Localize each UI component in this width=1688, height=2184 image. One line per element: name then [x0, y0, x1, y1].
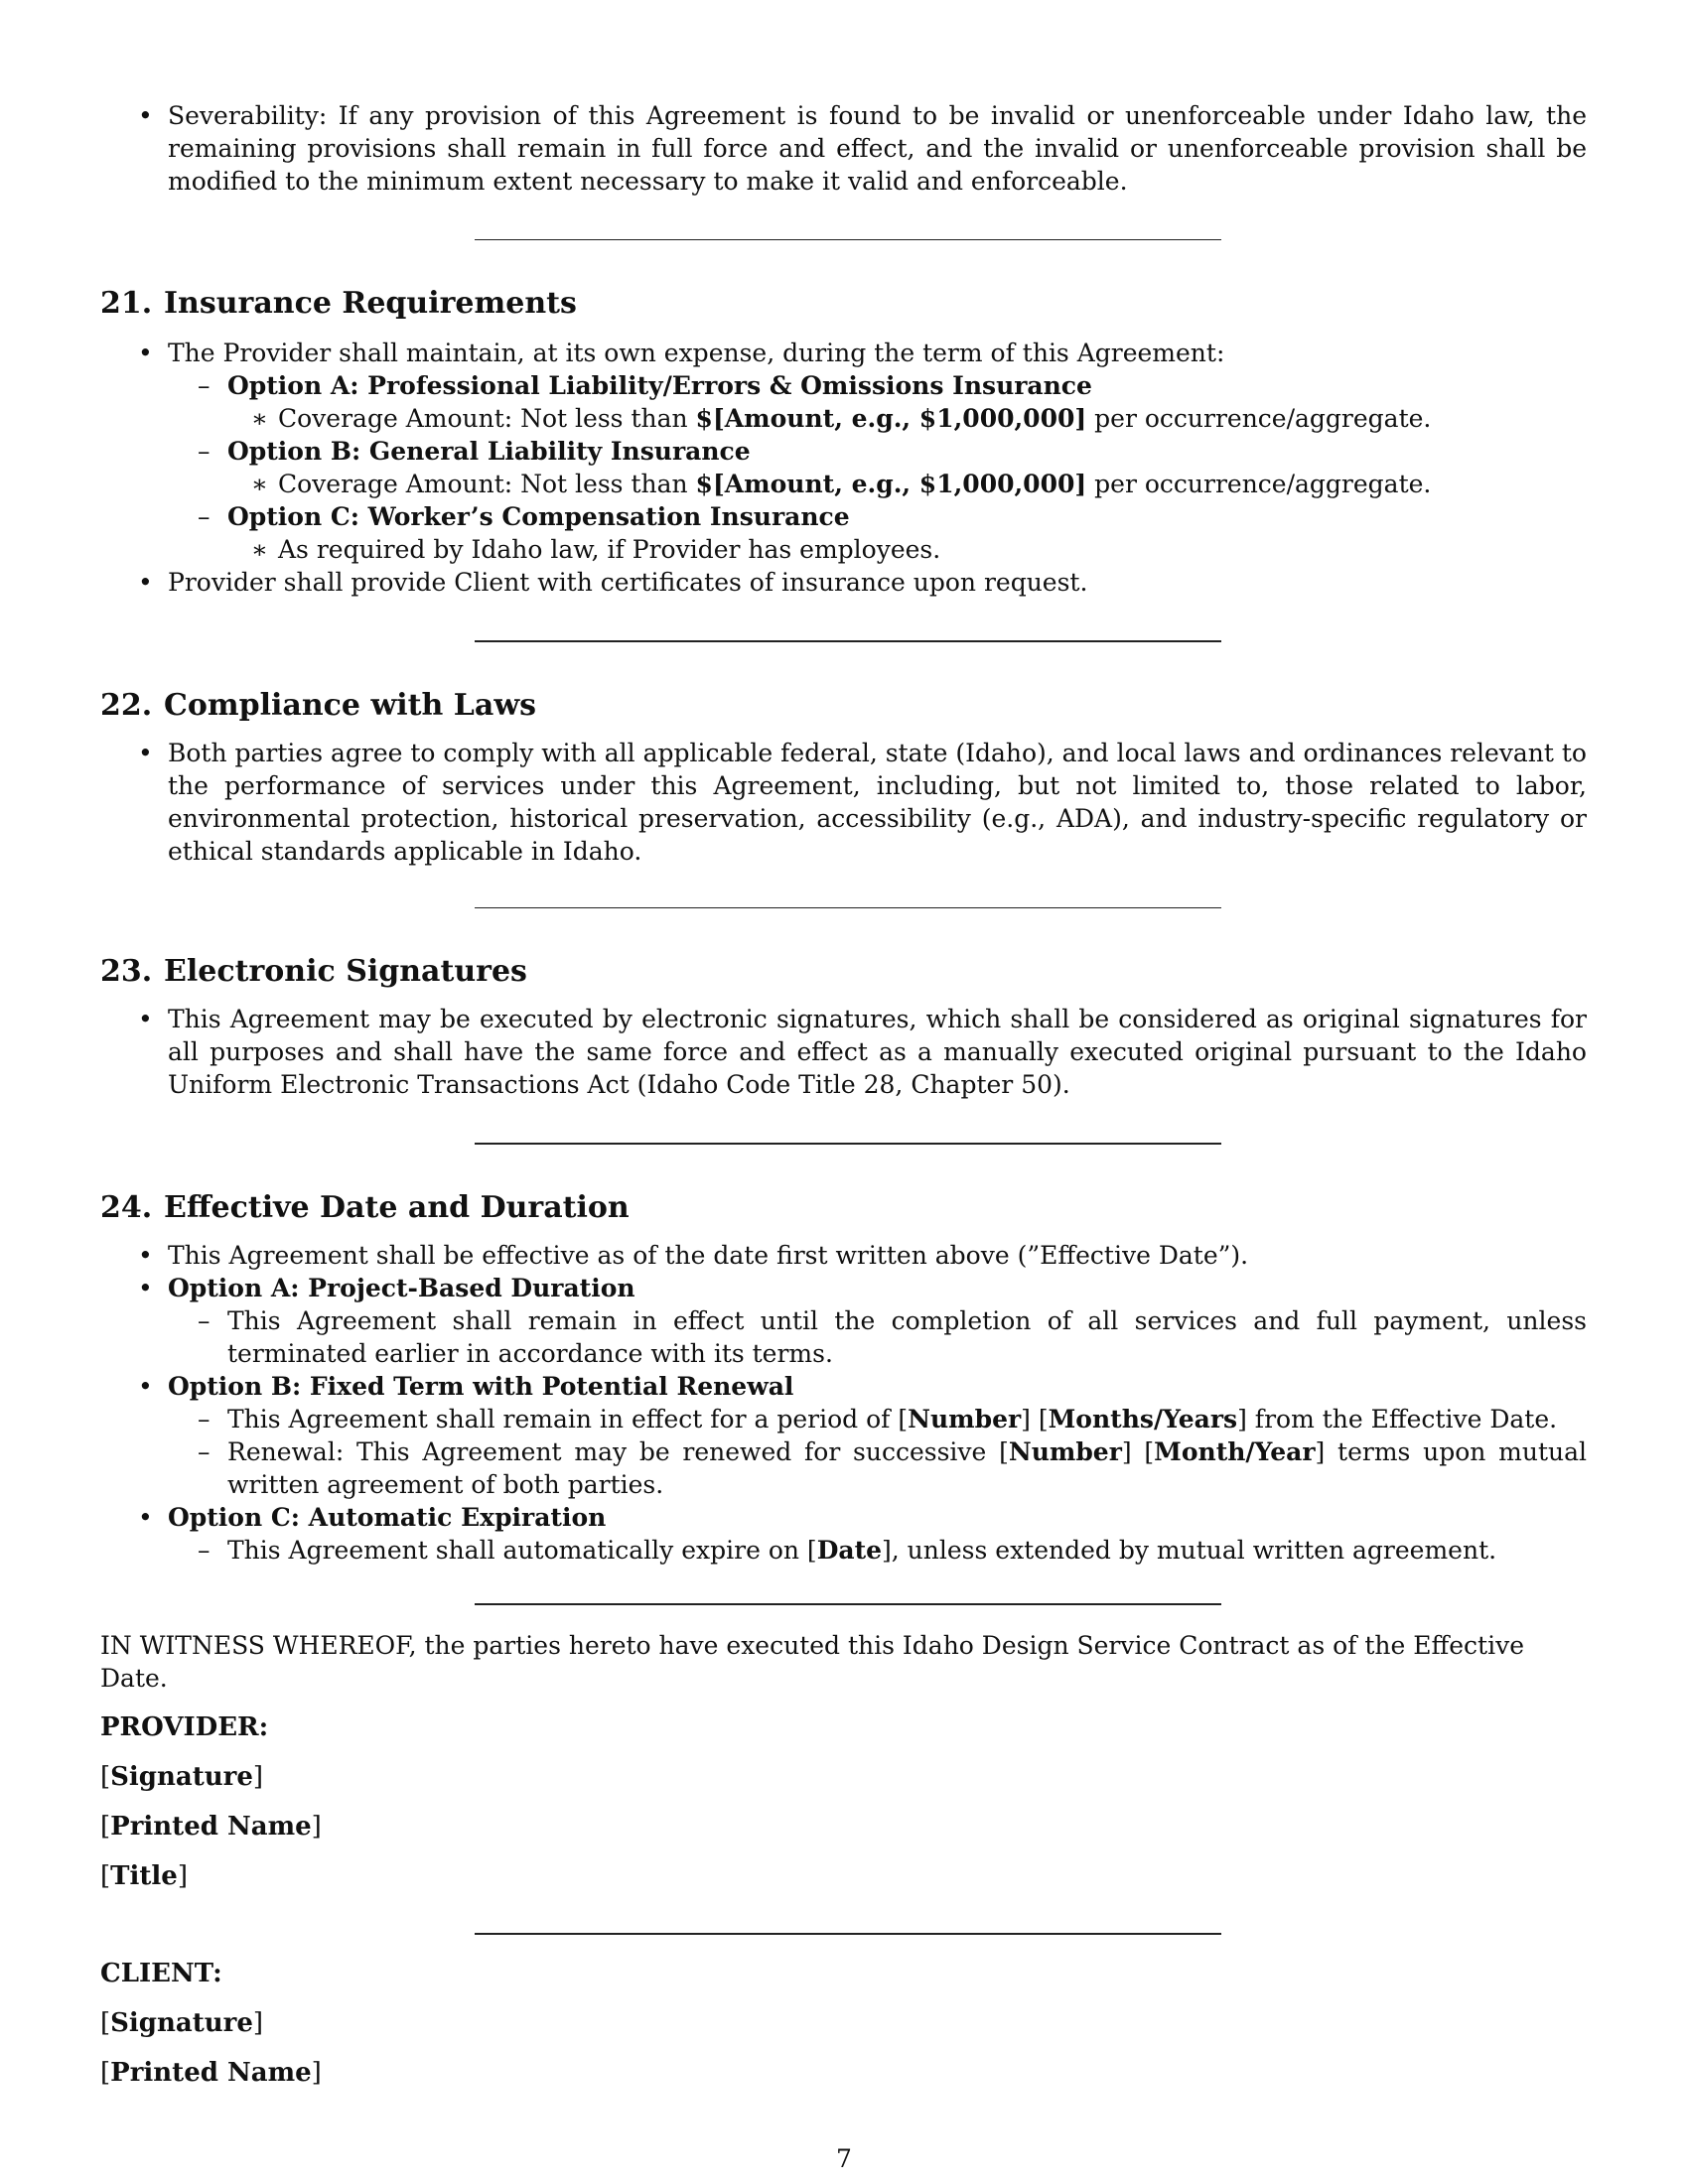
- insurance-option-a-coverage: ∗ Coverage Amount: Not less than $[Amount, e.g., $1,000,000] per occurrence/aggregate.: [227, 402, 1587, 435]
- section-21-list: [100, 337, 1587, 599]
- provider-title-placeholder: [Title]: [100, 1861, 188, 1891]
- severability-list: [100, 99, 1587, 198]
- client-signature-placeholder: [Signature]: [100, 2008, 264, 2038]
- duration-option-a: • Option A: Project-Based Duration – This Agreement shall remain in effect until the completion of all services and full payment, unless terminated earlier in accordance with its terms.: [100, 1272, 1587, 1370]
- duration-option-a-text: – This Agreement shall remain in effect until the completion of all services and full payment, unless terminated earlier in accordance with its terms.: [168, 1304, 1587, 1370]
- section-22-heading: 22. Compliance with Laws: [100, 688, 537, 723]
- insurance-intro: • The Provider shall maintain, at its own expense, during the term of this Agreement: – Option A: Professional Liability/Errors & Omissions Insurance ∗ Coverage Amount: Not less than $[Amount, e.g., $1,000,000] per occurrence/aggregate. – Option B: General Liability Insurance ∗ Coverage Amount: Not less than $[Amount, e.g., $1,000,000] per occurrence/aggregate. – Option C: Worker’s Compensation Insurance ∗ As required by Idaho law, if Provider has employees.: [100, 337, 1587, 566]
- compliance-clause: • Both parties agree to comply with all applicable federal, state (Idaho), and local laws and ordinances relevant to the performance of services under this Agreement, including, but not limited to, those related to labor, environmental protection, historical preservation, accessibility (e.g., ADA), and industry-specific regulatory or ethical standards applicable in Idaho.: [100, 737, 1587, 868]
- duration-option-b-renewal: – Renewal: This Agreement may be renewed for successive [Number] [Month/Year] terms upon mutual written agreement of both parties.: [168, 1435, 1587, 1501]
- section-21-heading: 21. Insurance Requirements: [100, 286, 577, 321]
- insurance-option-c-text: ∗ As required by Idaho law, if Provider has employees.: [227, 533, 1587, 566]
- electronic-signatures-clause: • This Agreement may be executed by electronic signatures, which shall be considered as original signatures for all purposes and shall have the same force and effect as a manually executed original pursuant to the Idaho Uniform Electronic Transactions Act (Idaho Code Title 28, Chapter 50).: [100, 1003, 1587, 1101]
- effective-date-clause: • This Agreement shall be effective as of the date first written above (”Effective Date”).: [100, 1239, 1587, 1272]
- provider-printed-name-placeholder: [Printed Name]: [100, 1812, 322, 1842]
- client-signature-block: [100, 1957, 1587, 2090]
- insurance-certificates: • Provider shall provide Client with certificates of insurance upon request.: [100, 566, 1587, 599]
- provider-signature-placeholder: [Signature]: [100, 1762, 264, 1792]
- duration-option-c-text: – This Agreement shall automatically expire on [Date], unless extended by mutual written agreement.: [168, 1534, 1587, 1567]
- document-content: [100, 99, 1587, 2090]
- client-label: CLIENT:: [100, 1959, 222, 1988]
- insurance-option-a: – Option A: Professional Liability/Errors & Omissions Insurance ∗ Coverage Amount: Not less than $[Amount, e.g., $1,000,000] per occurrence/aggregate.: [168, 369, 1587, 435]
- section-23-list: [100, 1003, 1587, 1101]
- section-24-heading: 24. Effective Date and Duration: [100, 1190, 630, 1225]
- section-24-list: [100, 1239, 1587, 1567]
- section-22-list: [100, 737, 1587, 868]
- provider-signature-block: [100, 1710, 1587, 1893]
- duration-option-b: • Option B: Fixed Term with Potential Renewal – This Agreement shall remain in effect for a period of [Number] [Months/Years] from the Effective Date. – Renewal: This Agreement may be renewed for successive [Number] [Month/Year] terms upon mutual written agreement of both parties.: [100, 1370, 1587, 1501]
- provider-label: PROVIDER:: [100, 1712, 269, 1742]
- page-number: 7: [836, 2144, 852, 2173]
- insurance-option-c: – Option C: Worker’s Compensation Insurance ∗ As required by Idaho law, if Provider has employees.: [168, 500, 1587, 566]
- client-printed-name-placeholder: [Printed Name]: [100, 2058, 322, 2088]
- duration-option-c: • Option C: Automatic Expiration – This Agreement shall automatically expire on [Date], unless extended by mutual written agreement.: [100, 1501, 1587, 1567]
- insurance-option-b-coverage: ∗ Coverage Amount: Not less than $[Amount, e.g., $1,000,000] per occurrence/aggregate.: [227, 468, 1587, 500]
- insurance-option-b: – Option B: General Liability Insurance ∗ Coverage Amount: Not less than $[Amount, e.g., $1,000,000] per occurrence/aggregate.: [168, 435, 1587, 500]
- witness-statement: IN WITNESS WHEREOF, the parties hereto have executed this Idaho Design Service Contract as of the Effective Date.: [100, 1631, 1525, 1693]
- section-23-heading: 23. Electronic Signatures: [100, 954, 527, 989]
- severability-clause: • Severability: If any provision of this Agreement is found to be invalid or unenforceable under Idaho law, the remaining provisions shall remain in full force and effect, and the invalid or unenforceable provision shall be modified to the minimum extent necessary to make it valid and enforceable.: [100, 99, 1587, 198]
- duration-option-b-term: – This Agreement shall remain in effect for a period of [Number] [Months/Years] from the Effective Date.: [168, 1403, 1587, 1435]
